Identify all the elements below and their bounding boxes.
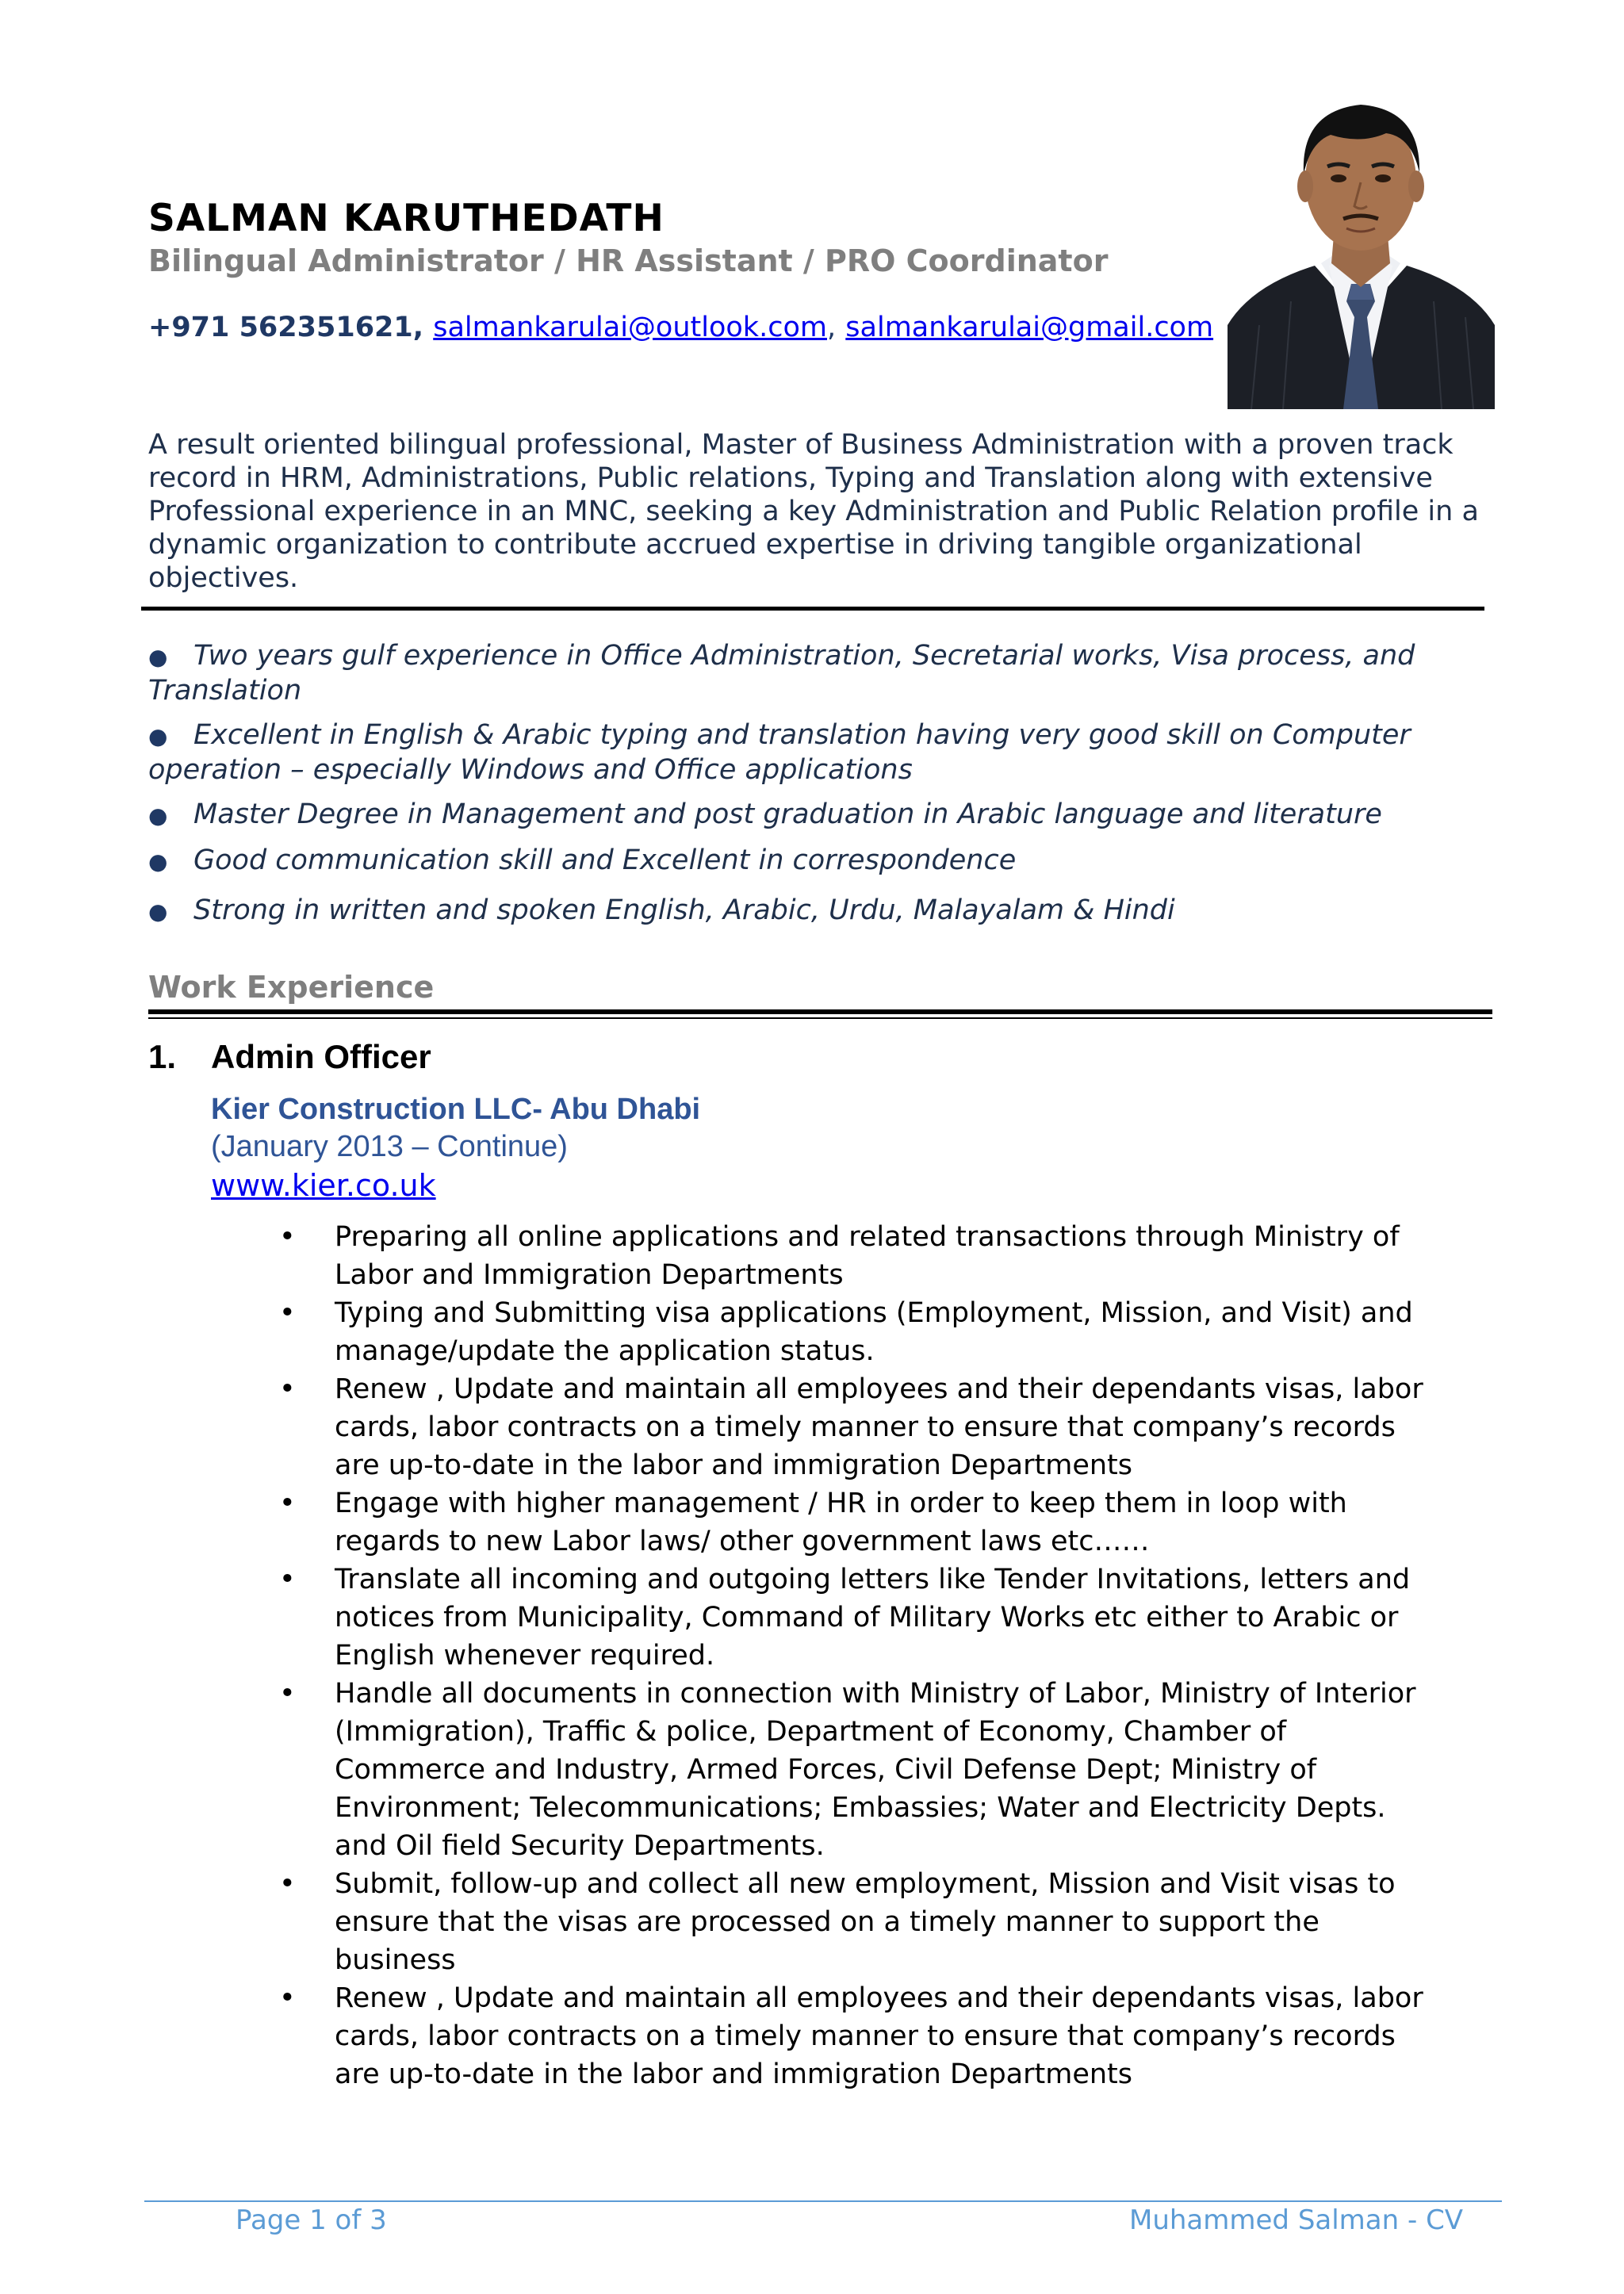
highlight-item: ● Excellent in English & Arabic typing and translation having very good skill on Computer operation – especially Windows and Office applications [148,719,1411,786]
summary-divider [141,607,1484,611]
bullet-icon: • [279,1488,296,1519]
footer-divider [144,2200,1502,2202]
company-website-link[interactable]: www.kier.co.uk [211,1168,436,1203]
list-item: • Renew , Update and maintain all employees and their dependants visas, labor cards, labor contracts on a timely manner to ensure that company’s records are up-to-date in the labor and immigration Departments [279,1979,1437,2093]
bullet-icon: • [279,1868,296,1900]
bullet-icon: ● [148,802,168,829]
highlight-item: ● Master Degree in Management and post graduation in Arabic language and literature [148,798,1488,833]
duties-list [279,1218,1437,2093]
bullet-icon: • [279,1373,296,1405]
highlight-item: ● Good communication skill and Excellent in correspondence [148,844,1488,879]
email-link-gmail[interactable]: salmankarulai@gmail.com [845,312,1214,343]
phone-number: +971 562351621, [148,312,424,343]
bullet-icon: ● [148,723,168,749]
section-divider [148,1009,1492,1014]
list-item: • Translate all incoming and outgoing letters like Tender Invitations, letters and notices from Municipality, Command of Military Works etc either to Arabic or English whenever required. [279,1561,1437,1675]
bullet-icon: ● [148,644,168,670]
bullet-icon: • [279,1297,296,1329]
footer-document-title: Muhammed Salman - CV [1129,2204,1464,2236]
list-item: • Submit, follow-up and collect all new employment, Mission and Visit visas to ensure that the visas are processed on a timely manner to support the business [279,1865,1437,1979]
profile-photo [1228,87,1495,409]
list-item: • Handle all documents in connection with Ministry of Labor, Ministry of Interior (Immigration), Traffic & police, Department of Economy, Chamber of Commerce and Industry, Armed Forces, Civil Defense Dept; Ministry of Environment; Telecommunications; Embassies; Water and Electricity Depts. and Oil field Security Departments. [279,1675,1437,1865]
section-divider-thin [148,1017,1492,1019]
list-item: • Renew , Update and maintain all employees and their dependants visas, labor cards, labor contracts on a timely manner to ensure that company’s records are up-to-date in the labor and immigration Departments [279,1370,1437,1484]
bullet-icon: • [279,1221,296,1253]
email-separator: , [826,312,837,343]
contact-line [148,312,1213,343]
section-title-work-experience: Work Experience [148,970,435,1005]
bullet-icon: ● [148,898,168,925]
highlight-item: ● Strong in written and spoken English, Arabic, Urdu, Malayalam & Hindi [148,894,1488,929]
job-headline: Bilingual Administrator / HR Assistant / PRO Coordinator [148,243,1109,278]
job-number: 1. [148,1038,177,1075]
bullet-icon: • [279,1564,296,1595]
bullet-icon: • [279,1982,296,2014]
profile-summary: A result oriented bilingual professional, Master of Business Administration with a proven track record in HRM, Administrations, Public relations, Typing and Translation along with extensive Professional experience in an MNC, seeking a key Administration and Public Relation profile in a dynamic organization to contribute accrued expertise in driving tangible organizational objectives. [148,429,1479,594]
email-link-outlook[interactable]: salmankarulai@outlook.com [433,312,827,343]
highlight-item: ● Two years gulf experience in Office Administration, Secretarial works, Visa process, and Translation [148,640,1415,707]
bullet-icon: • [279,1678,296,1710]
company-name: Kier Construction LLC- Abu Dhabi [211,1093,701,1126]
list-item: • Preparing all online applications and related transactions through Ministry of Labor and Immigration Departments [279,1218,1437,1294]
employment-period: (January 2013 – Continue) [211,1130,568,1163]
list-item: • Engage with higher management / HR in order to keep them in loop with regards to new Labor laws/ other government laws etc…… [279,1484,1437,1561]
candidate-name: SALMAN KARUTHEDATH [148,197,665,240]
list-item: • Typing and Submitting visa applications (Employment, Mission, and Visit) and manage/update the application status. [279,1294,1437,1370]
bullet-icon: ● [148,848,168,875]
page-number: Page 1 of 3 [236,2204,387,2236]
job-title: Admin Officer [211,1038,431,1075]
